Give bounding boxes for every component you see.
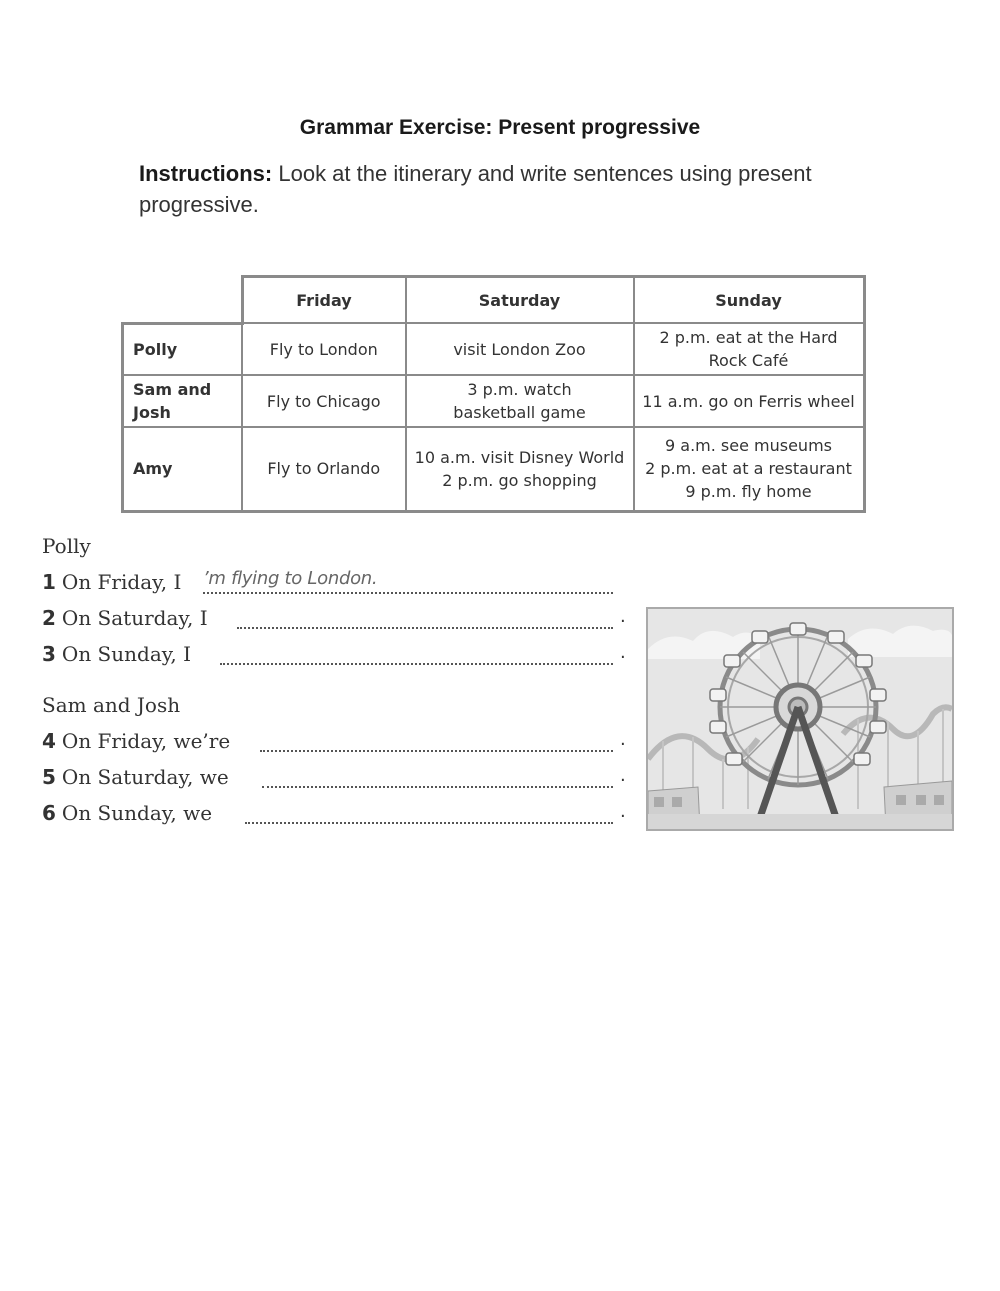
answer-line-4[interactable] xyxy=(260,750,613,752)
sentence-period: . xyxy=(620,642,626,663)
item-number: 3 xyxy=(42,642,56,666)
cell-line: Sam and xyxy=(133,380,212,399)
cell-line: Rock Café xyxy=(708,351,789,370)
header-sunday: Sunday xyxy=(634,277,865,324)
cell-amy-friday: Fly to Orlando xyxy=(242,427,406,511)
cell-line: 9 a.m. see museums xyxy=(665,436,832,456)
cell-amy-sunday xyxy=(634,427,865,511)
row-name-polly: Polly xyxy=(123,323,243,375)
item-number: 6 xyxy=(42,801,56,825)
table-row xyxy=(123,375,865,427)
cell-sam-friday: Fly to Chicago xyxy=(242,375,406,427)
group-heading-polly: Polly xyxy=(42,534,91,558)
cell-line: 2 p.m. eat at a restaurant xyxy=(645,459,852,479)
cell-line: 9 p.m. fly home xyxy=(685,482,812,502)
answer-field-1[interactable]: ’m flying to London. xyxy=(203,568,378,589)
cell-sam-saturday xyxy=(406,375,634,427)
cell-line: Josh xyxy=(133,403,171,422)
table-row xyxy=(123,323,865,375)
cell-amy-saturday xyxy=(406,427,634,511)
sentence-period: . xyxy=(620,606,626,627)
sentence-period: . xyxy=(620,801,626,822)
item-prompt: On Saturday, I xyxy=(61,606,208,630)
cell-sam-sunday: 11 a.m. go on Ferris wheel xyxy=(634,375,865,427)
ferris-wheel-picture xyxy=(646,607,954,831)
group-heading-sam-josh: Sam and Josh xyxy=(42,693,181,717)
instructions-label: Instructions: xyxy=(139,161,273,186)
cell-line: basketball game xyxy=(453,403,586,422)
exercise-item-6 xyxy=(42,801,212,825)
cell-line: 3 p.m. watch xyxy=(467,380,572,399)
answer-line-6[interactable] xyxy=(245,822,613,824)
header-friday: Friday xyxy=(242,277,406,324)
exercise-item-1 xyxy=(42,570,181,594)
item-number: 4 xyxy=(42,729,56,753)
instructions xyxy=(139,158,819,220)
header-saturday: Saturday xyxy=(406,277,634,324)
answer-line-1[interactable] xyxy=(203,592,613,594)
ferris-wheel-icon xyxy=(648,609,952,829)
answer-line-3[interactable] xyxy=(220,663,613,665)
cell-line: 2 p.m. eat at the Hard xyxy=(659,328,838,347)
page-title: Grammar Exercise: Present progressive xyxy=(299,116,701,139)
cell-line: 10 a.m. visit Disney World xyxy=(414,447,625,467)
item-prompt: On Saturday, we xyxy=(61,765,229,789)
sentence-period: . xyxy=(620,765,626,786)
item-prompt: On Friday, we’re xyxy=(61,729,231,753)
sentence-period: . xyxy=(620,729,626,750)
cell-polly-saturday: visit London Zoo xyxy=(406,323,634,375)
itinerary-table xyxy=(121,275,866,513)
instructions-text: Look at the itinerary and write sentences using present progressive. xyxy=(139,161,812,217)
cell-line: 2 p.m. go shopping xyxy=(442,470,597,490)
exercise-item-5 xyxy=(42,765,229,789)
answer-line-2[interactable] xyxy=(237,627,613,629)
exercise-item-3 xyxy=(42,642,191,666)
table-row xyxy=(123,427,865,511)
exercise-item-2 xyxy=(42,606,208,630)
row-name-amy: Amy xyxy=(123,427,243,511)
item-prompt: On Friday, I xyxy=(61,570,182,594)
answer-line-5[interactable] xyxy=(262,786,613,788)
cell-polly-sunday xyxy=(634,323,865,375)
item-prompt: On Sunday, we xyxy=(61,801,213,825)
item-prompt: On Sunday, I xyxy=(61,642,192,666)
row-name-sam-josh xyxy=(123,375,243,427)
item-number: 2 xyxy=(42,606,56,630)
table-corner xyxy=(123,277,243,324)
item-number: 1 xyxy=(42,570,56,594)
exercise-item-4 xyxy=(42,729,230,753)
item-number: 5 xyxy=(42,765,56,789)
cell-polly-friday: Fly to London xyxy=(242,323,406,375)
